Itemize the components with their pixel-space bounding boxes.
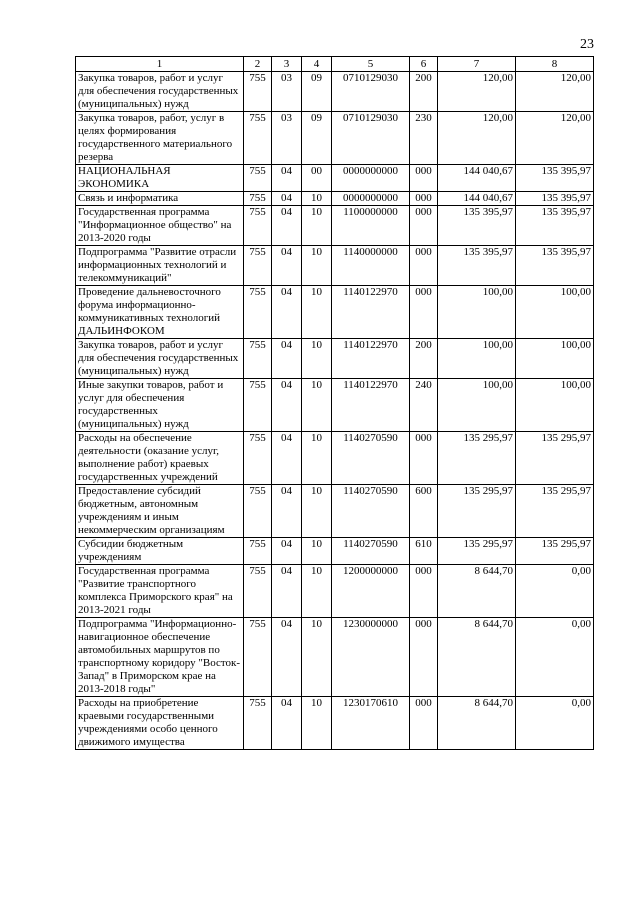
row-vr: 000 [410,697,438,750]
row-sum-1: 120,00 [438,112,516,165]
row-vr: 000 [410,192,438,206]
row-rz: 03 [272,112,302,165]
row-rz: 04 [272,192,302,206]
row-sum-2: 135 395,97 [516,192,594,206]
row-sum-2: 100,00 [516,286,594,339]
row-vr: 000 [410,565,438,618]
row-name: Связь и информатика [76,192,244,206]
row-vr: 000 [410,618,438,697]
row-rz: 04 [272,565,302,618]
row-sum-1: 100,00 [438,286,516,339]
row-sum-2: 120,00 [516,112,594,165]
row-csr: 1140122970 [332,339,410,379]
row-csr: 1140000000 [332,246,410,286]
row-pr: 10 [302,485,332,538]
row-ved: 755 [244,112,272,165]
row-pr: 10 [302,538,332,565]
row-ved: 755 [244,286,272,339]
row-pr: 10 [302,697,332,750]
row-sum-2: 135 395,97 [516,206,594,246]
row-ved: 755 [244,697,272,750]
column-header: 5 [332,57,410,72]
row-csr: 1140270590 [332,485,410,538]
row-csr: 1140270590 [332,432,410,485]
row-sum-2: 135 295,97 [516,538,594,565]
row-rz: 04 [272,286,302,339]
row-sum-2: 135 295,97 [516,485,594,538]
row-name: Подпрограмма "Развитие отрасли информационных технологий и телекоммуникаций" [76,246,244,286]
table-row [76,538,594,565]
row-sum-1: 135 295,97 [438,485,516,538]
row-csr: 1140122970 [332,379,410,432]
row-name: Предоставление субсидий бюджетным, автономным учреждениям и иным некоммерческим организациям [76,485,244,538]
row-name: Государственная программа "Развитие транспортного комплекса Приморского края" на 2013-2021 годы [76,565,244,618]
table-row [76,339,594,379]
row-sum-1: 8 644,70 [438,697,516,750]
row-sum-2: 135 395,97 [516,246,594,286]
row-sum-2: 135 295,97 [516,432,594,485]
row-csr: 1200000000 [332,565,410,618]
row-rz: 04 [272,165,302,192]
row-sum-1: 8 644,70 [438,565,516,618]
row-vr: 000 [410,432,438,485]
row-vr: 230 [410,112,438,165]
row-ved: 755 [244,618,272,697]
row-vr: 000 [410,206,438,246]
row-pr: 10 [302,286,332,339]
table-row [76,165,594,192]
row-pr: 09 [302,112,332,165]
row-sum-2: 0,00 [516,618,594,697]
table-row [76,379,594,432]
row-csr: 0710129030 [332,72,410,112]
table-row [76,246,594,286]
row-sum-1: 135 395,97 [438,246,516,286]
row-ved: 755 [244,379,272,432]
table-row [76,565,594,618]
row-sum-2: 100,00 [516,379,594,432]
row-name: Иные закупки товаров, работ и услуг для обеспечения государственных (муниципальных) нужд [76,379,244,432]
row-ved: 755 [244,192,272,206]
row-rz: 04 [272,618,302,697]
row-pr: 10 [302,339,332,379]
row-rz: 04 [272,339,302,379]
row-sum-2: 0,00 [516,565,594,618]
row-pr: 10 [302,206,332,246]
row-sum-1: 144 040,67 [438,165,516,192]
row-vr: 200 [410,72,438,112]
row-csr: 0000000000 [332,192,410,206]
row-sum-1: 135 295,97 [438,432,516,485]
table-row [76,485,594,538]
row-csr: 1230000000 [332,618,410,697]
row-vr: 000 [410,165,438,192]
row-name: Закупка товаров, работ, услуг в целях формирования государственного материального резерва [76,112,244,165]
row-pr: 00 [302,165,332,192]
row-vr: 610 [410,538,438,565]
row-ved: 755 [244,72,272,112]
table-row [76,432,594,485]
row-sum-2: 0,00 [516,697,594,750]
row-rz: 04 [272,379,302,432]
column-header: 6 [410,57,438,72]
row-pr: 10 [302,432,332,485]
row-rz: 03 [272,72,302,112]
table-row [76,618,594,697]
row-name: Расходы на приобретение краевыми государственными учреждениями особо ценного движимого имущества [76,697,244,750]
row-vr: 240 [410,379,438,432]
row-rz: 04 [272,697,302,750]
row-vr: 000 [410,246,438,286]
row-sum-1: 144 040,67 [438,192,516,206]
row-csr: 0710129030 [332,112,410,165]
row-sum-2: 100,00 [516,339,594,379]
row-ved: 755 [244,246,272,286]
column-header: 4 [302,57,332,72]
row-sum-1: 135 295,97 [438,538,516,565]
table-row [76,72,594,112]
row-vr: 600 [410,485,438,538]
table-row [76,192,594,206]
row-name: Подпрограмма "Информационно-навигационное обеспечение автомобильных маршрутов по транспортному коридору "Восток-Запад" в Приморском крае на 2013-2018 годы" [76,618,244,697]
row-ved: 755 [244,485,272,538]
row-rz: 04 [272,246,302,286]
row-csr: 1140270590 [332,538,410,565]
row-name: Проведение дальневосточного форума информационно-коммуникативных технологий ДАЛЬИНФОКОМ [76,286,244,339]
row-pr: 10 [302,379,332,432]
row-sum-1: 120,00 [438,72,516,112]
row-ved: 755 [244,165,272,192]
column-header: 8 [516,57,594,72]
table-row [76,206,594,246]
row-rz: 04 [272,538,302,565]
column-header: 1 [76,57,244,72]
row-vr: 200 [410,339,438,379]
row-rz: 04 [272,206,302,246]
row-pr: 10 [302,246,332,286]
row-csr: 1140122970 [332,286,410,339]
table-row [76,697,594,750]
row-csr: 1100000000 [332,206,410,246]
row-name: Расходы на обеспечение деятельности (оказание услуг, выполнение работ) краевых государственных учреждений [76,432,244,485]
row-ved: 755 [244,339,272,379]
row-name: Государственная программа "Информационное общество" на 2013-2020 годы [76,206,244,246]
table-header-row [76,57,594,72]
row-csr: 0000000000 [332,165,410,192]
row-pr: 09 [302,72,332,112]
row-name: Закупка товаров, работ и услуг для обеспечения государственных (муниципальных) нужд [76,72,244,112]
row-sum-1: 8 644,70 [438,618,516,697]
column-header: 3 [272,57,302,72]
page-number: 23 [580,37,594,52]
row-ved: 755 [244,206,272,246]
row-sum-2: 135 395,97 [516,165,594,192]
row-sum-2: 120,00 [516,72,594,112]
row-rz: 04 [272,485,302,538]
row-csr: 1230170610 [332,697,410,750]
row-sum-1: 100,00 [438,339,516,379]
row-vr: 000 [410,286,438,339]
table-row [76,112,594,165]
row-sum-1: 100,00 [438,379,516,432]
row-rz: 04 [272,432,302,485]
row-name: Субсидии бюджетным учреждениям [76,538,244,565]
row-pr: 10 [302,565,332,618]
column-header: 2 [244,57,272,72]
row-name: НАЦИОНАЛЬНАЯ ЭКОНОМИКА [76,165,244,192]
row-ved: 755 [244,565,272,618]
row-pr: 10 [302,618,332,697]
row-ved: 755 [244,538,272,565]
row-sum-1: 135 395,97 [438,206,516,246]
row-ved: 755 [244,432,272,485]
budget-table [75,56,594,750]
row-pr: 10 [302,192,332,206]
row-name: Закупка товаров, работ и услуг для обеспечения государственных (муниципальных) нужд [76,339,244,379]
column-header: 7 [438,57,516,72]
table-row [76,286,594,339]
